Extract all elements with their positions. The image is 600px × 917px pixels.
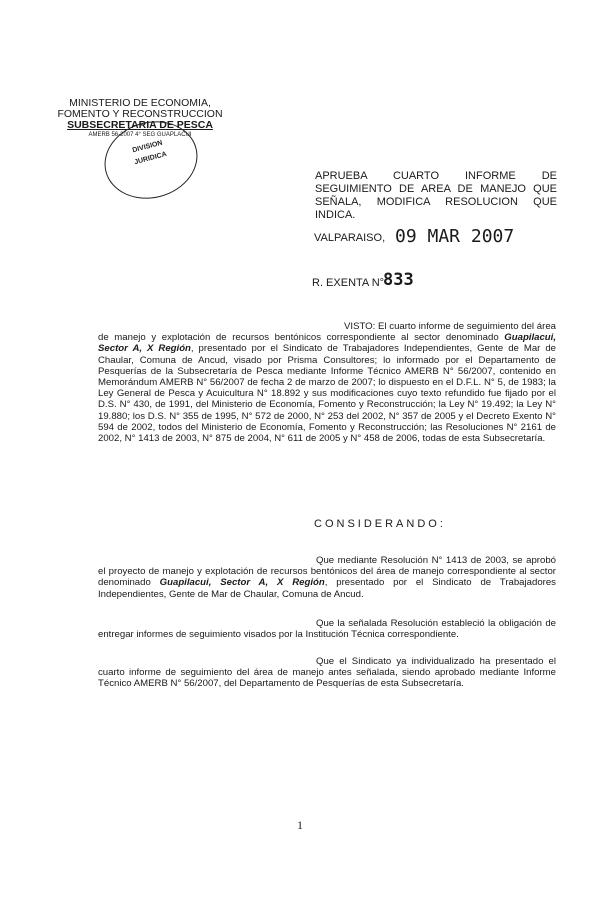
visto-rest: , presentado por el Sindicato de Trabajadores Independientes, Gente de Mar de Chaular, Comuna de Ancud, visado por Prisma Consultores; lo informado por el Departamento de Pesquerías de la Subsecretaría de Pesca mediante Informe Técnico AMERB N° 56/2007, contenido en Memorándum AMERB N° 56/2007 de fecha 2 de marzo de 2007; lo dispuesto en el D.F.L. N° 5, de 1983; la Ley General de Pesca y Acuicultura N° 18.892 y sus modificaciones cuyo texto refundido fue fijado por el D.S. N° 430, de 1991, del Ministerio de Economía, Fomento y Reconstrucción; la Ley N° 19.492; la Ley N° 19.880; los D.S. N° 355 de 1995, N° 572 de 2000, N° 253 del 2002, N° 357 de 2005 y el Decreto Exento N° 594 de 2002, todos del Ministerio de Economía, Fomento y Reconstrucción; las Resoluciones N° 2161 de 2002, N° 1413 de 2003, N° 875 de 2004, N° 611 de 2005 y N° 458 de 2006, todas de esta Subsecretaría. xyxy=(98,343,556,445)
amerb-reference: AMERB 56-2007 4° SEG GUAPLACUI xyxy=(88,132,192,138)
c1-sector: Guapilacui, Sector A, X Región xyxy=(159,577,325,589)
c1-rest: , presentado por el Sindicato de Trabajadores Independientes, Gente de Mar de Chaular, Comuna de Ancud. xyxy=(98,577,556,600)
considerando-paragraph-3: Que el Sindicato ya individualizado ha presentado el cuarto informe de seguimiento del área de manejo antes señalada, siendo aprobado mediante Informe Técnico AMERB N° 56/2007, del Departamento de Pesquerías de esta Subsecretaría. xyxy=(98,656,556,690)
visto-sector: Guapilacui, Sector A, X Región xyxy=(98,332,556,355)
stamp-text-juridica: JURIDICA xyxy=(133,150,168,167)
resolution-number: 833 xyxy=(383,270,414,290)
considerando-paragraph-2: Que la señalada Resolución estableció la obligación de entregar informes de seguimiento visados por la Institución Técnica correspondiente. xyxy=(98,618,556,641)
considerando-title: CONSIDERANDO: xyxy=(314,518,446,530)
visto-lead: VISTO: El cuarto informe de seguimiento del área de manejo y explotación de recursos bentónicos correspondiente al sector denominado xyxy=(98,321,556,344)
place-label: VALPARAISO, xyxy=(314,232,386,244)
c1-lead: Que mediante Resolución N° 1413 de 2003, se aprobó el proyecto de manejo y explotación de recursos bentónicos del área de manejo correspondiente al sector denominado xyxy=(98,555,556,589)
resolution-summary xyxy=(315,170,557,222)
stamp-text-division: DIVISION xyxy=(131,139,164,155)
summary-line: APRUEBA CUARTO INFORME DE xyxy=(315,170,557,182)
date-stamp: 09 MAR 2007 xyxy=(395,226,515,247)
resolution-label: R. EXENTA N° xyxy=(312,277,385,289)
ministry-name: MINISTERIO DE ECONOMIA, xyxy=(69,97,211,109)
subsecretaria-name: SUBSECRETARIA DE PESCA xyxy=(67,119,213,131)
summary-line: SEÑALA, MODIFICA RESOLUCION QUE INDICA. xyxy=(315,196,557,221)
ministry-name-line2: FOMENTO Y RECONSTRUCCION xyxy=(57,108,223,120)
considerando-paragraph-1 xyxy=(98,555,556,600)
page-number: 1 xyxy=(297,818,303,832)
visto-paragraph xyxy=(98,321,556,444)
summary-line: SEGUIMIENTO DE AREA DE MANEJO QUE xyxy=(315,183,557,195)
